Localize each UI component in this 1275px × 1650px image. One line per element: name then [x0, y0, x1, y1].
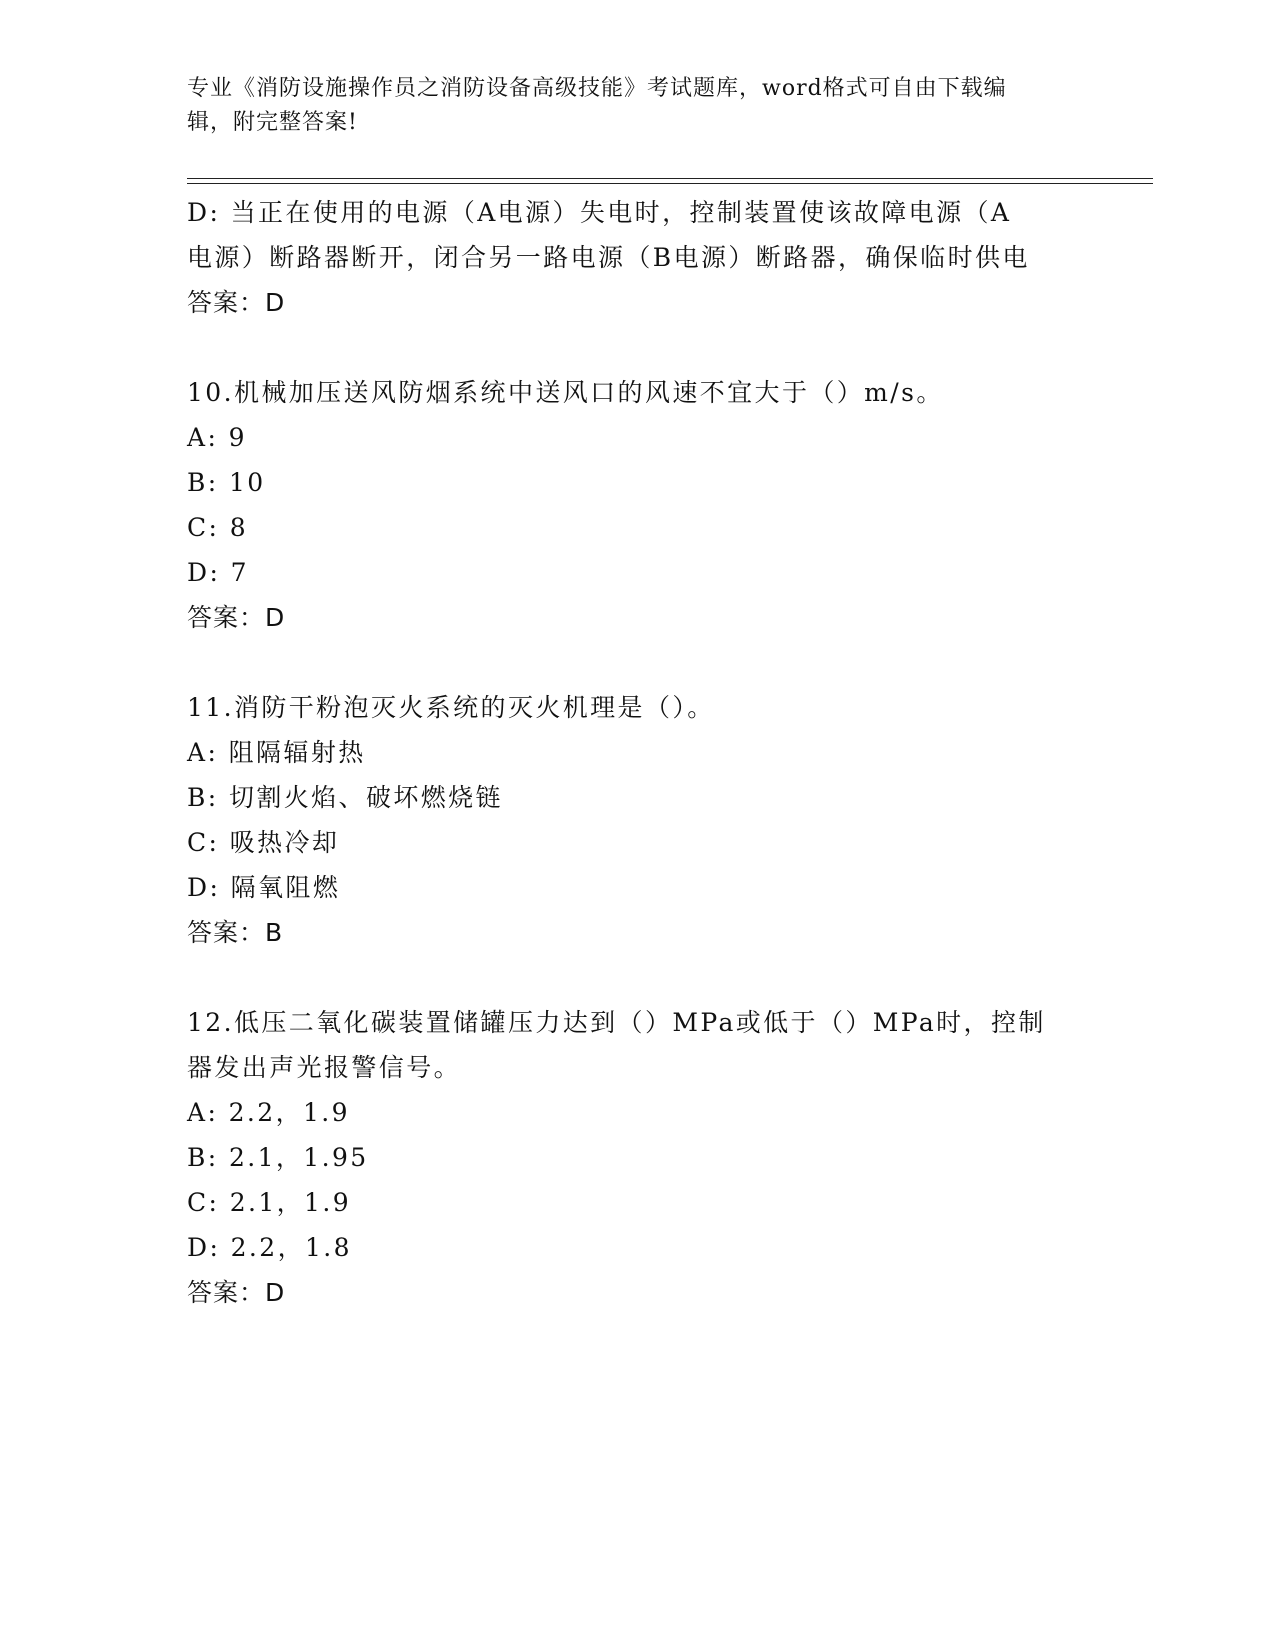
question-stem: 10.机械加压送风防烟系统中送风口的风速不宜大于（）m/s。 — [187, 378, 944, 407]
option-c: C: 2.1，1.9 — [187, 1188, 352, 1217]
header-divider-top — [187, 178, 1153, 179]
option-d: D: 2.2，1.8 — [187, 1233, 352, 1262]
header-text-line-1: 专业《消防设施操作员之消防设备高级技能》考试题库，word格式可自由下载编 — [187, 76, 1007, 101]
question-stem: 11.消防干粉泡灭火系统的灭火机理是（）。 — [187, 693, 715, 722]
option-a: A: 阻隔辐射热 — [187, 738, 366, 767]
option-a: A: 9 — [187, 423, 247, 452]
answer-label: 答案：B — [187, 918, 284, 947]
answer-label: 答案：D — [187, 288, 286, 317]
header-divider-bottom — [187, 183, 1153, 184]
spacer — [187, 955, 1087, 1000]
option-d-line-1: D: 当正在使用的电源（A电源）失电时，控制装置使该故障电源（A — [187, 198, 1012, 227]
question-stem-line-2: 器发出声光报警信号。 — [187, 1053, 462, 1082]
spacer — [187, 640, 1087, 685]
option-d-line-2: 电源）断路器断开，闭合另一路电源（B电源）断路器，确保临时供电 — [187, 243, 1030, 272]
option-d: D: 隔氧阻燃 — [187, 873, 341, 902]
question-content — [187, 190, 1087, 1315]
option-b: B: 10 — [187, 468, 266, 497]
spacer — [187, 325, 1087, 370]
question-12 — [187, 1000, 1087, 1315]
question-stem-line-1: 12.低压二氧化碳装置储罐压力达到（）MPa或低于（）MPa时，控制 — [187, 1008, 1046, 1037]
option-b: B: 切割火焰、破坏燃烧链 — [187, 783, 503, 812]
option-b: B: 2.1，1.95 — [187, 1143, 369, 1172]
question-10 — [187, 370, 1087, 640]
option-c: C: 吸热冷却 — [187, 828, 340, 857]
answer-label: 答案：D — [187, 603, 286, 632]
option-c: C: 8 — [187, 513, 249, 542]
answer-label: 答案：D — [187, 1278, 286, 1307]
question-9-continuation — [187, 190, 1087, 325]
option-d: D: 7 — [187, 558, 249, 587]
page-header — [187, 72, 1087, 140]
header-text-line-2: 辑，附完整答案! — [187, 110, 358, 135]
option-a: A: 2.2，1.9 — [187, 1098, 350, 1127]
question-11 — [187, 685, 1087, 955]
